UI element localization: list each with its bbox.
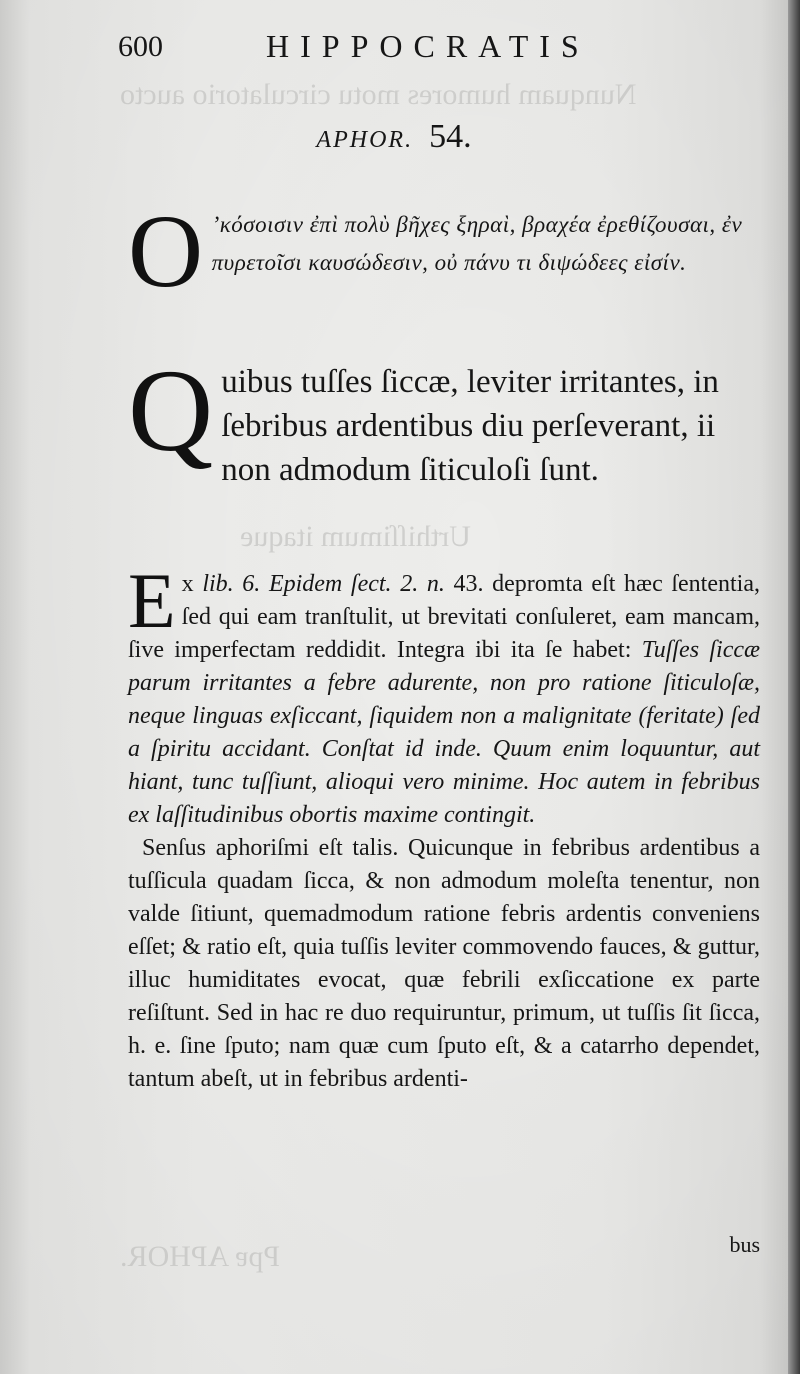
show-through-text: Nunquam humores motu circulatorio aucto	[120, 78, 637, 111]
running-title: HIPPOCRATIS	[266, 28, 590, 64]
catchword: bus	[729, 1232, 760, 1257]
commentary-quote: Tuſſes ſiccæ parum irritantes a febre adurente, non pro ratione ſiticuloſæ, neque linguas exſiccant, ſiquidem non a malignitate (feritate) ſed a ſpiritu accidant. Conſtat id inde. Quum enim loquuntur, aut hiant, tunc tuſſiunt, alioqui vero minime. Hoc autem in febribus ex laſſitudinibus obortis maxime contingit.	[128, 637, 761, 828]
commentary-paragraph-2: Senſus aphoriſmi eſt talis. Quicunque in febribus ardentibus a tuſſicula quadam ſicca, & non admodum moleſta tenentur, non valde ſitiunt, quemadmodum ratione febris ardentis conveniens eſſet; & ratio eſt, quia tuſſis leviter commovendo fauces, & guttur, illuc humiditates evocat, quæ febrili exſiccatione ex parte reſiſtunt. Sed in hac re duo requiruntur, primum, ut tuſſis ſit ſicca, h. e. ſine ſputo; nam quæ cum ſputo eſt, & a catarrho dependet, tantum abeſt, ut in febribus ardenti-	[128, 835, 760, 1092]
commentary-reference-number: 43.	[444, 571, 493, 597]
commentary-drop-cap: E	[128, 557, 176, 644]
latin-drop-cap: Q	[128, 345, 214, 476]
commentary-reference: lib. 6. Epidem ſect. 2. n.	[202, 571, 445, 597]
greek-body: ʼκόσοισιν ἐπὶ πολὺ βῆχες ξηραὶ, βραχέα ἐρεθίζουσαι, ἐν πυρετοῖσι καυσώδεσιν, οὐ πάνυ τι διψώδεες εἰσίν.	[211, 212, 743, 275]
page-edge-shadow	[788, 0, 800, 1374]
show-through-text: Ppɐ APHOR.	[120, 1240, 281, 1273]
show-through-text: Urthiſſimum itaque	[240, 520, 471, 553]
page-number: 600	[118, 30, 163, 63]
latin-translation	[128, 345, 758, 492]
aphorism-label: APHOR.	[316, 127, 414, 153]
latin-body: uibus tuſſes ſiccæ, leviter irritantes, in ſebribus ardentibus diu perſeverant, ii non admodum ſiticuloſi ſunt.	[221, 364, 719, 488]
greek-drop-cap: O	[128, 194, 204, 309]
aphorism-heading	[0, 118, 788, 156]
commentary-intro: x	[181, 571, 203, 597]
aphorism-number: 54.	[429, 118, 472, 155]
running-header	[118, 26, 738, 66]
commentary	[128, 557, 761, 1096]
commentary-paragraph-1	[128, 557, 761, 832]
commentary-text: depromta eſt hæc ſententia, ſed qui eam tranſtulit, ut brevitati conſuleret, eam mancam, ſive imperfectam reddidit. Integra ibi ita ſe habet:	[128, 571, 760, 663]
greek-text	[128, 194, 758, 309]
